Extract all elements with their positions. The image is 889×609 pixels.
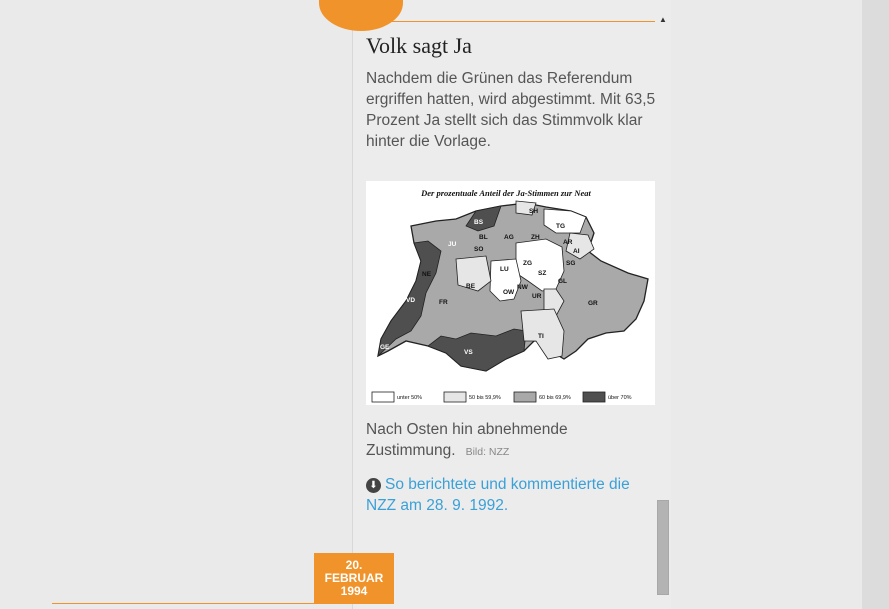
svg-text:FR: FR <box>439 299 448 306</box>
article-title: Volk sagt Ja <box>366 33 472 58</box>
date-year: 1994 <box>340 584 368 598</box>
svg-text:GL: GL <box>558 278 568 285</box>
svg-text:BS: BS <box>474 219 484 226</box>
svg-text:GE: GE <box>380 344 390 351</box>
map-title: Der prozentuale Anteil der Ja-Stimmen zur Neat <box>421 188 591 198</box>
svg-text:VS: VS <box>464 349 473 356</box>
svg-text:TG: TG <box>556 223 566 230</box>
divider-top <box>355 21 655 22</box>
date-month: FEBRUAR <box>324 571 384 585</box>
divider-bottom <box>52 603 352 604</box>
download-circle-icon: ⬇ <box>366 478 381 493</box>
svg-text:LU: LU <box>500 266 509 273</box>
image-credit: Bild: NZZ <box>465 446 510 458</box>
svg-text:BE: BE <box>466 283 476 290</box>
svg-text:SZ: SZ <box>538 270 547 277</box>
timeline-date-badge[interactable] <box>314 553 394 604</box>
svg-text:AR: AR <box>563 239 573 246</box>
svg-text:AI: AI <box>573 248 580 255</box>
nzz-archive-link[interactable] <box>366 474 656 516</box>
svg-text:ZH: ZH <box>531 234 540 241</box>
svg-text:NW: NW <box>517 284 528 291</box>
scrollbar-thumb[interactable] <box>657 500 669 595</box>
legend-item-1: unter 50% <box>397 395 423 401</box>
image-caption <box>366 419 656 463</box>
legend-item-4: über 70% <box>608 395 632 401</box>
svg-text:SH: SH <box>529 208 539 215</box>
article-intro: Nachdem die Grünen das Referendum ergriffen hatten, wird abgestimmt. Mit 63,5 Prozent Ja stellt sich das Stimmvolk klar hinter die Vorlage. <box>366 70 656 150</box>
svg-text:SO: SO <box>474 246 484 253</box>
svg-text:OW: OW <box>503 289 515 296</box>
legend-item-2: 50 bis 59,9% <box>469 395 501 401</box>
svg-text:UR: UR <box>532 293 542 300</box>
referendum-map-image <box>366 181 655 405</box>
svg-text:SG: SG <box>566 260 576 267</box>
legend-item-3: 60 bis 69,9% <box>539 395 571 401</box>
date-day: 20. <box>345 558 363 572</box>
svg-text:AG: AG <box>504 234 514 241</box>
caption-text: Nach Osten hin abnehmende Zustimmung. <box>366 421 568 459</box>
svg-text:ZG: ZG <box>523 260 533 267</box>
svg-text:GR: GR <box>588 300 598 307</box>
svg-text:TI: TI <box>538 333 544 340</box>
svg-text:BL: BL <box>479 234 488 241</box>
link-text[interactable]: So berichtete und kommentierte die NZZ am 28. 9. 1992. <box>366 476 630 514</box>
svg-text:VD: VD <box>406 297 416 304</box>
scroll-up-icon[interactable]: ▲ <box>659 15 667 24</box>
svg-text:NE: NE <box>422 271 432 278</box>
svg-text:JU: JU <box>448 241 457 248</box>
page-edge <box>862 0 889 609</box>
